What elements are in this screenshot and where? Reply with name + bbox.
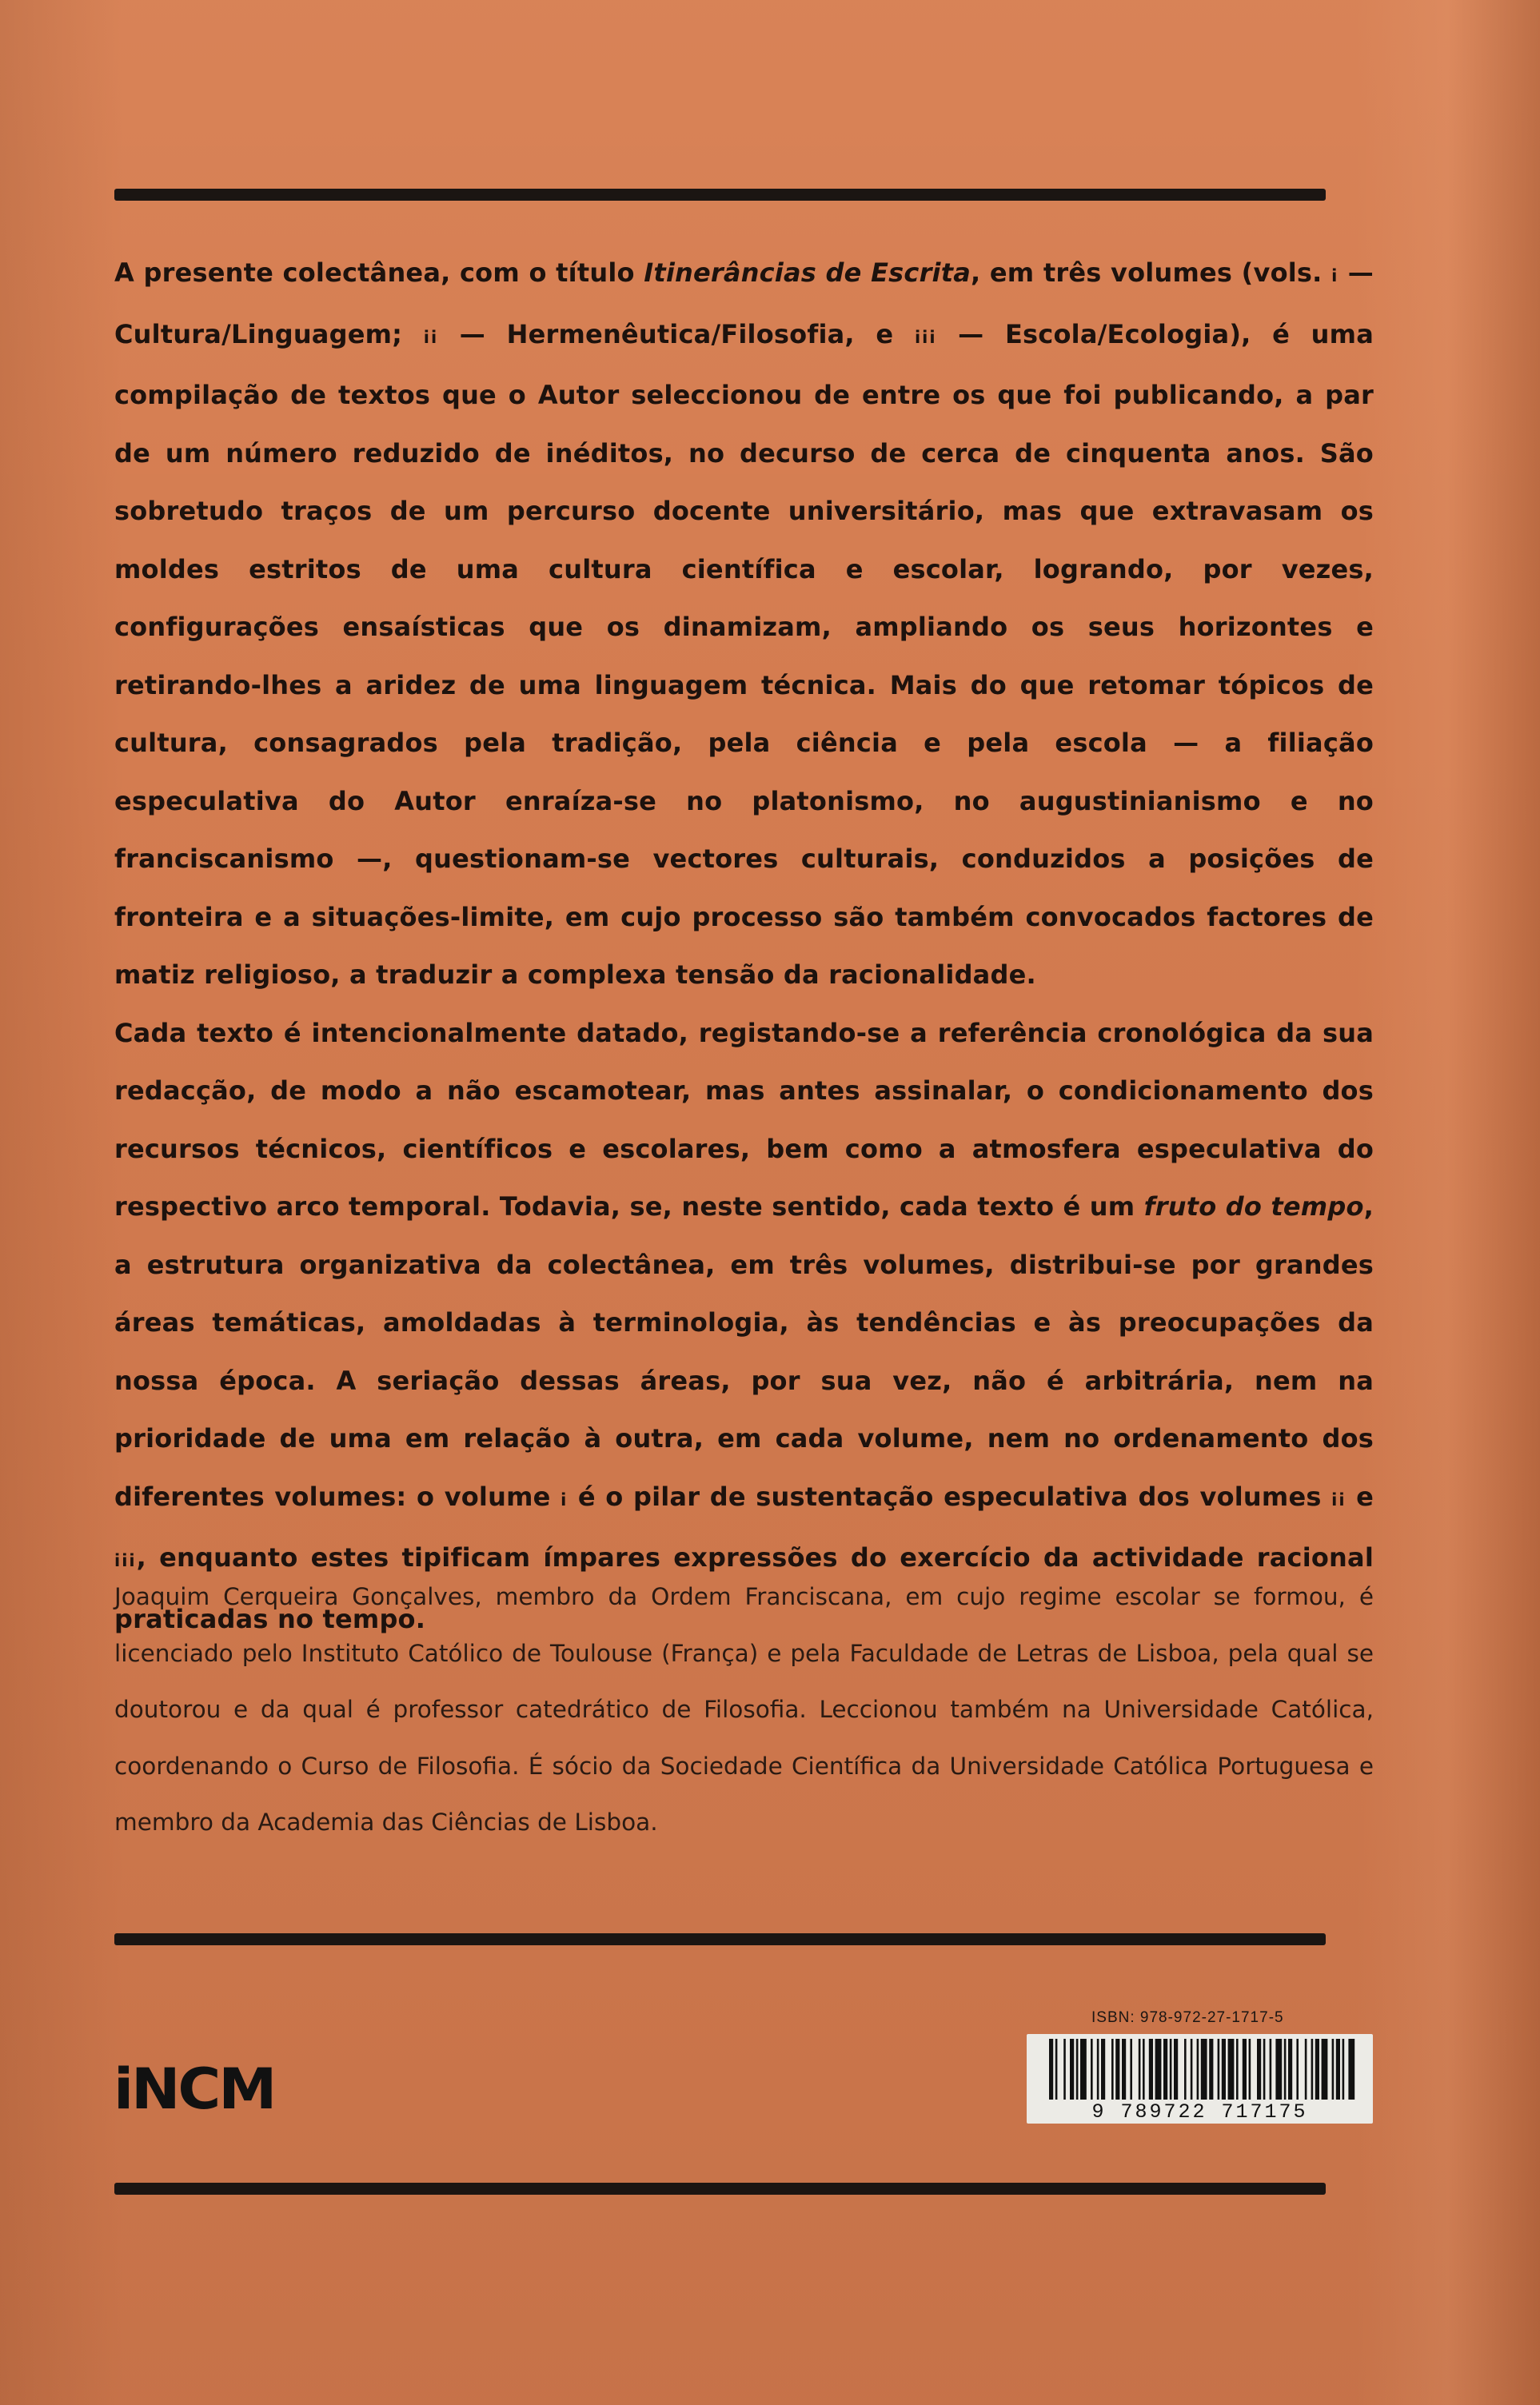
text-run: A presente colectânea, com o título [114,257,644,288]
volume-numeral: i [1331,266,1339,285]
barcode-bar [1236,2039,1239,2100]
barcode-bar [1257,2039,1261,2100]
barcode-bar [1270,2039,1272,2100]
barcode-bar [1315,2039,1319,2100]
text-run: — Cultura/Linguagem; [114,257,1374,349]
barcode-bar [1296,2039,1299,2100]
barcode-bar [1263,2039,1266,2100]
barcode-bar [1091,2039,1093,2100]
volume-numeral: ii [1331,1490,1347,1510]
barcode-bar [1155,2039,1162,2100]
text-run: Cada texto é intencionalmente datado, registando-se a referência cronológica da sua redacção, de modo a não escamotear, mas antes assinalar, o condicionamento dos recursos técnicos, científicos e escolares, bem como a atmosfera especulativa do respectivo arco temporal. Todavia, se, neste sentido, cada texto é um [114,1017,1374,1222]
barcode-bar [1080,2039,1087,2100]
barcode-bar [1115,2039,1119,2100]
volume-numeral: iii [914,327,937,347]
barcode-bar [1201,2039,1207,2100]
description-block [114,244,1374,1648]
barcode-bar [1097,2039,1099,2100]
description-paragraph [114,244,1374,1004]
volume-numeral: ii [423,327,439,347]
barcode-bar [1284,2039,1287,2100]
barcode-bar [1130,2039,1132,2100]
author-bio [114,1569,1374,1851]
middle-rule [114,1933,1326,1945]
volume-numeral: i [561,1490,569,1510]
barcode-bar [1139,2039,1141,2100]
text-run: — Escola/Ecologia), é uma compilação de textos que o Autor seleccionou de entre os que foi publicando, a par de um número reduzido de inéditos, no decurso de cerca de cinquenta anos. São sobretudo traços de um percurso docente universitário, mas que extravasam os moldes estritos de uma cultura científica e escolar, logrando, por vezes, configurações ensaísticas que os dinamizam, ampliando os seus horizontes e retirando-lhes a aridez de uma linguagem técnica. Mais do que retomar tópicos de cultura, consagrados pela tradição, pela ciência e pela escola — a filiação especulativa do Autor enraíza-se no platonismo, no augustinianismo e no franciscanismo —, questionam-se vectores culturais, conduzidos a posições de fronteira e a situações-limite, em cujo processo são também convocados factores de matiz religioso, a traduzir a complexa tensão da racionalidade. [114,318,1374,990]
barcode-bar [1122,2039,1126,2100]
barcode-bar [1143,2039,1145,2100]
barcode-bar [1332,2039,1335,2100]
barcode-bar [1197,2039,1199,2100]
barcode-bar [1149,2039,1153,2100]
barcode-bar [1170,2039,1172,2100]
barcode-bar [1184,2039,1187,2100]
italic-title: fruto do tempo [1143,1191,1364,1222]
barcode-bar [1249,2039,1251,2100]
barcode-bar [1275,2039,1282,2100]
text-run: , a estrutura organizativa da colectânea, em três volumes, distribui-se por grandes áreas temáticas, amoldadas à terminologia, às tendências e às preocupações da nossa época. A seriação dessas áreas, por sua vez, não é arbitrária, nem na prioridade de uma em relação à outra, em cada volume, nem no ordenamento dos diferentes volumes: o volume [114,1191,1374,1512]
text-run: , em três volumes (vols. [971,257,1332,288]
barcode-bar [1218,2039,1220,2100]
barcode-bar [1311,2039,1314,2100]
barcode-bar [1070,2039,1074,2100]
barcode-bar [1076,2039,1079,2100]
text-run: — Hermenêutica/Filosofia, e [438,318,915,349]
publisher-logo: iNCM [114,2056,275,2122]
barcode-digits: 9 789722 717175 [1091,2100,1308,2124]
barcode-bar [1322,2039,1328,2100]
barcode-bar [1163,2039,1167,2100]
barcode-bar [1343,2039,1345,2100]
barcode-bar [1063,2039,1066,2100]
barcode-bar [1049,2039,1053,2100]
bottom-rule [114,2183,1326,2195]
author-bio-text: Joaquim Cerqueira Gonçalves, membro da Ordem Franciscana, em cujo regime escolar se formou, é licenciado pelo Instituto Católico de Toulouse (França) e pela Faculdade de Letras de Lisboa, pela qual se doutorou e da qual é professor catedrático de Filosofia. Leccionou também na Universidade Católica, coordenando o Curso de Filosofia. É sócio da Sociedade Científica da Universidade Católica Portuguesa e membro da Academia das Ciências de Lisboa. [114,1583,1374,1836]
description-paragraph [114,1004,1374,1649]
isbn-barcode [1027,2034,1373,2124]
isbn-label: ISBN: 978-972-27-1717-5 [1091,2009,1284,2026]
barcode-bar [1209,2039,1213,2100]
text-run: e [1346,1481,1374,1512]
barcode-bar [1243,2039,1247,2100]
volume-numeral: iii [114,1551,137,1570]
barcode-bar [1111,2039,1114,2100]
barcode-bar [1305,2039,1307,2100]
italic-title: Itinerâncias de Escrita [644,257,971,288]
barcode-bar [1191,2039,1193,2100]
barcode-bar [1228,2039,1235,2100]
text-run: é o pilar de sustentação especulativa dos volumes [568,1481,1332,1512]
text-run: , enquanto estes tipificam ímpares expressões do exercício da actividade racional praticadas no tempo. [114,1542,1374,1634]
barcode-bar [1336,2039,1340,2100]
barcode-bar [1174,2039,1178,2100]
barcode-bar [1288,2039,1292,2100]
barcode-bar [1222,2039,1226,2100]
barcode-bar [1101,2039,1105,2100]
barcode-bar [1055,2039,1058,2100]
top-rule [114,189,1326,201]
barcode-bar [1348,2039,1354,2100]
